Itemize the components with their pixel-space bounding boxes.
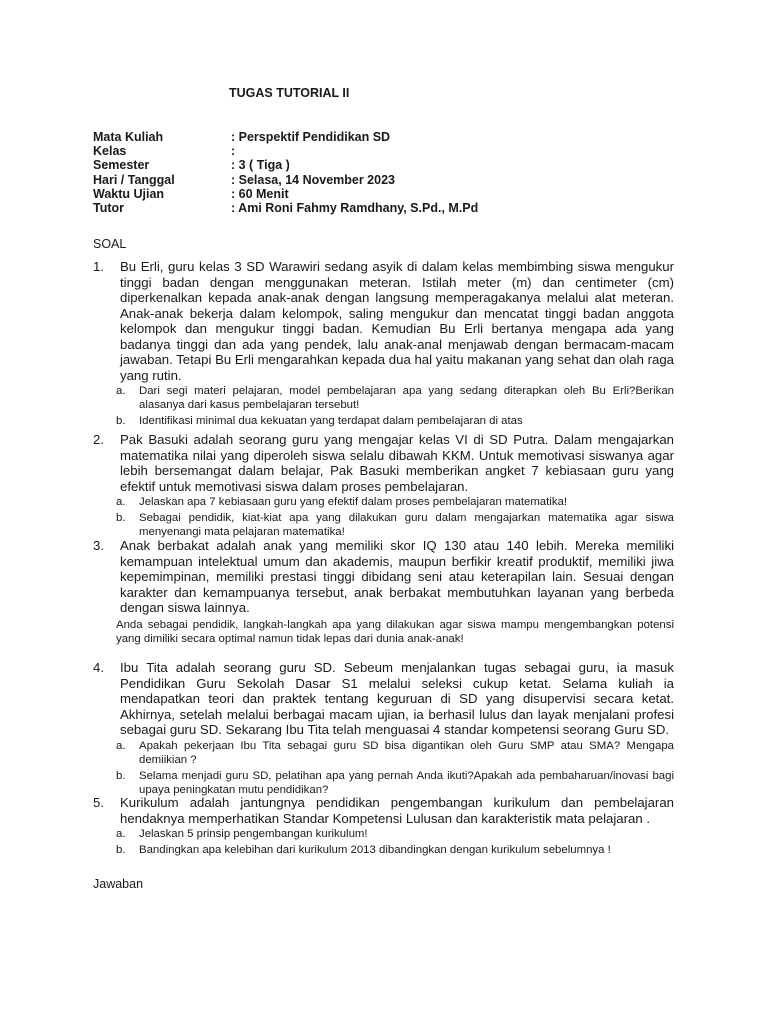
meta-label: Mata Kuliah [93, 130, 164, 144]
sub-question-list [116, 495, 674, 539]
sub-question-letter: b. [116, 415, 126, 427]
question-3 [93, 538, 674, 647]
meta-row-course [93, 130, 478, 144]
meta-row-class [93, 144, 478, 158]
meta-value: : [231, 144, 236, 159]
meta-label: Semester [93, 158, 150, 173]
meta-label: Waktu Ujian [93, 186, 165, 201]
course-info [93, 130, 478, 215]
meta-row-date [93, 173, 478, 187]
sub-question-letter: a. [116, 739, 126, 752]
question-instruction: Anda sebagai pendidik, langkah-langkah apa yang dilakukan agar siswa mampu mengembangkan potensi yang dimiliki secara optimal namun tidak lepas dari dunia anak-anak! [116, 618, 674, 645]
sub-question-text: Apakah pekerjaan Ibu Tita sebagai guru SD bisa digantikan oleh Guru SMP atau SMA? Mengapa demiikian ? [139, 739, 674, 766]
sub-question [116, 843, 674, 857]
sub-question [116, 827, 674, 841]
sub-question-text: Bandingkan apa kelebihan dari kurikulum 2013 dibandingkan dengan kurikulum sebelumnya ! [139, 844, 611, 856]
page-title: TUGAS TUTORIAL II [229, 86, 350, 100]
question-4 [93, 660, 674, 799]
sub-question-text: Identifikasi minimal dua kekuatan yang terdapat dalam pembelajaran di atas [139, 415, 523, 427]
question-number: 5. [93, 795, 104, 810]
question-number: 4. [93, 660, 104, 675]
question-1 [93, 259, 674, 430]
meta-row-tutor [93, 201, 478, 215]
question-number: 1. [93, 259, 104, 274]
meta-value: : Perspektif Pendidikan SD [231, 130, 391, 144]
meta-row-duration [93, 187, 478, 201]
sub-question-text: Dari segi materi pelajaran, model pembelajaran apa yang sedang diterapkan oleh Bu Erli?Berikan alasanya dari kasus pembelajaran tersebut! [139, 385, 674, 411]
sub-question-letter: b. [116, 769, 126, 782]
soal-heading: SOAL [93, 237, 127, 251]
question-number: 3. [93, 538, 104, 553]
meta-label: Tutor [93, 200, 125, 215]
sub-question-list [116, 739, 674, 797]
meta-value: : Ami Roni Fahmy Ramdhany, S.Pd., M.Pd [231, 200, 479, 215]
sub-question [116, 384, 674, 412]
question-text: Anak berbakat adalah anak yang memiliki skor IQ 130 atau 140 lebih. Mereka memiliki kemampuan intelektual umum dan akademis, maupun berfikir kreatif produktif, memiliki jiwa kepemimpinan, memiliki prestasi tinggi dibidang seni atau keterapilan lain. Sesuai dengan karakter dan kemampuanya tersebut, anak berbakat membutuhkan layanan yang berbeda dengan siswa lainnya. [120, 538, 674, 615]
meta-value: : 3 ( Tiga ) [231, 158, 290, 173]
question-5 [93, 795, 674, 859]
sub-question-text: Jelaskan 5 prinsip pengembangan kurikulum! [139, 828, 368, 840]
sub-question [116, 739, 674, 767]
meta-label: Kelas [93, 144, 127, 159]
sub-question-letter: a. [116, 828, 126, 840]
question-text: Bu Erli, guru kelas 3 SD Warawiri sedang asyik di dalam kelas membimbing siswa mengukur tinggi badan dengan menggunakan meteran. Istilah meter (m) dan centimeter (cm) diperkenalkan kepada anak-anak dengan langsung memperagakanya melalui alat meteran. Anak-anak bekerja dalam kelompok, saling mengukur dan mencatat tinggi badan anggota kelompok dan mengukur tinggi badan. Kemudian Bu Erli bertanya mengapa ada yang badanya tinggi dan ada yang pendek, lalu anak-anal menjawab dengan bermacam-macam jawaban. Tetapi Bu Erli mengarahkan kepada dua hal yaitu makanan yang sehat dan olah raga yang rutin. [120, 259, 675, 383]
sub-question-letter: a. [116, 496, 126, 508]
meta-row-semester [93, 158, 478, 172]
meta-value: : Selasa, 14 November 2023 [231, 172, 395, 187]
question-text: Ibu Tita adalah seorang guru SD. Sebeum menjalankan tugas sebagai guru, ia masuk Pendidikan Guru Sekolah Dasar S1 melalui seleksi cukup ketat. Selama kuliah ia mendapatkan teori dan praktek tentang keguruan di SD yang disupervisi secara ketat. Akhirnya, setelah melalui berbagai macam ujian, ia berhasil lulus dan layak menjalani profesi sebagai guru SD. Sekarang Ibu Tita telah menguasai 4 standar kompetensi seorang Guru SD. [120, 660, 674, 737]
answer-heading: Jawaban [93, 877, 144, 891]
sub-question-letter: b. [116, 512, 126, 524]
sub-question [116, 495, 674, 509]
sub-question [116, 511, 674, 539]
sub-question-text: Jelaskan apa 7 kebiasaan guru yang efektif dalam proses pembelajaran matematika! [139, 496, 568, 508]
meta-value: : 60 Menit [231, 186, 289, 201]
question-text: Kurikulum adalah jantungnya pendidikan pengembangan kurikulum dan pembelajaran hendaknya memperhatikan Standar Kompetensi Lulusan dan karakteristik mata pelajaran . [120, 795, 674, 826]
question-number: 2. [93, 432, 104, 447]
question-text: Pak Basuki adalah seorang guru yang mengajar kelas VI di SD Putra. Dalam mengajarkan matematika nilai yang diperoleh siswa selalu dibawah KKM. Untuk memotivasi siswanya agar lebih bersemangat dalam belajar, Pak Basuki memberikan angket 7 kebiasaan guru yang efektif untuk memotivasi siswa dalam proses pembelajaran. [120, 432, 674, 494]
sub-question-letter: b. [116, 844, 126, 856]
sub-question-letter: a. [116, 385, 126, 397]
sub-question [116, 769, 674, 797]
sub-question-list [116, 827, 674, 857]
sub-question-list [116, 384, 674, 428]
meta-label: Hari / Tanggal [93, 172, 175, 187]
question-2 [93, 432, 674, 541]
sub-question-text: Selama menjadi guru SD, pelatihan apa yang pernah Anda ikuti?Apakah ada pembaharuan/inovasi bagi upaya peningkatan mutu pendidikan? [139, 769, 674, 796]
sub-question-text: Sebagai pendidik, kiat-kiat apa yang dilakukan guru dalam mengajarkan matematika agar siswa menyenangi mata pelajaran matematika! [139, 512, 674, 538]
sub-question [116, 414, 674, 428]
